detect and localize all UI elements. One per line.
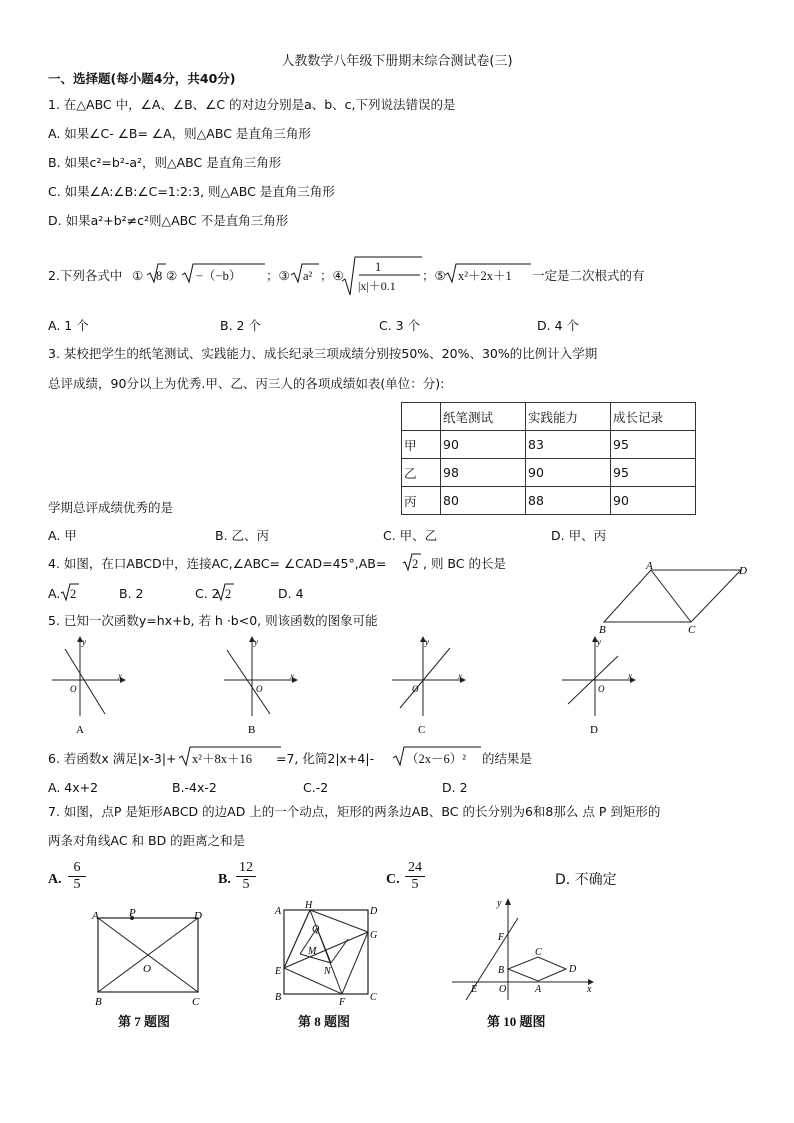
q6-option-d[interactable]: D. 2: [442, 780, 468, 795]
q4-option-a[interactable]: A.: [48, 586, 61, 601]
x-axis-label: x: [628, 671, 632, 681]
table-row: [402, 431, 696, 459]
table-cell: 乙: [402, 459, 441, 487]
q4-option-c-radicand: 2: [225, 587, 232, 601]
q2-item-4-marker: ；④: [320, 268, 344, 283]
vertex-label-b: B: [599, 624, 606, 636]
q1-option-d[interactable]: D. 如果a²+b²≠c²则△ABC 不是直角三角形: [48, 213, 289, 228]
vertex-label-d: D: [194, 910, 202, 922]
q2-radicand-4-numerator: 1: [375, 260, 382, 274]
q4-stem: 4. 如图，在口ABCD中，连接AC,∠ABC= ∠CAD=45°,AB=: [48, 556, 387, 571]
q3-stem-line2: 总评成绩，90分以上为优秀.甲、乙、丙三人的各项成绩如表(单位：分):: [48, 376, 445, 391]
table-header-row: [402, 403, 696, 431]
table-cell: 90: [611, 487, 696, 515]
q7-option-c-fraction[interactable]: [405, 860, 425, 893]
q5-graph-d: [560, 636, 635, 736]
vertex-label-h: H: [305, 900, 313, 911]
y-axis-label: y: [82, 637, 86, 647]
x-axis-label: x: [290, 671, 294, 681]
vertex-label-f: F: [339, 997, 346, 1008]
origin-label: O: [256, 684, 263, 694]
q5-graph-a: [50, 636, 125, 736]
q1-stem: 1. 在△ABC 中，∠A、∠B、∠C 的对边分别是a、b、c,下列说法错误的是: [48, 97, 456, 112]
x-axis-label: x: [587, 984, 592, 995]
vertex-label-p: P: [129, 907, 136, 919]
fraction-denominator: 5: [236, 876, 256, 893]
x-axis-label: x: [458, 671, 462, 681]
fig10-caption: 第 10 题图: [487, 1014, 546, 1029]
q2-option-c[interactable]: C. 3 个: [379, 318, 421, 333]
q5-stem: 5. 已知一次函数y=hx+b, 若 h ·b<0, 则该函数的图象可能: [48, 613, 378, 628]
q2-option-b[interactable]: B. 2 个: [220, 318, 261, 333]
point-label-f: F: [498, 932, 505, 943]
vertex-label-g: G: [370, 930, 378, 941]
table-cell: 丙: [402, 487, 441, 515]
q7-option-a-label[interactable]: A.: [48, 872, 62, 887]
point-label-c: C: [535, 947, 542, 958]
origin-label: O: [499, 984, 507, 995]
q2-item-1-marker: ①: [132, 268, 144, 283]
q3-option-d[interactable]: D. 甲、丙: [551, 528, 607, 543]
table-row: [402, 487, 696, 515]
point-label-b: B: [498, 965, 505, 976]
scores-table: [401, 402, 696, 515]
q4-stem-end: , 则 BC 的长是: [423, 556, 506, 571]
y-axis-label: y: [497, 898, 502, 909]
q3-option-a[interactable]: A. 甲: [48, 528, 77, 543]
table-cell: 90: [526, 459, 611, 487]
vertex-label-n: N: [324, 966, 331, 977]
q2-radicand-3: a²: [303, 269, 313, 283]
q6-option-a[interactable]: A. 4x+2: [48, 780, 99, 795]
q6-stem-part1: 6. 若函数x 满足|x-3|+: [48, 751, 177, 766]
x-axis-label: x: [118, 671, 122, 681]
q6-radicand-2: （2x－6）²: [406, 752, 466, 766]
q6-radicand-1: x²＋8x＋16: [192, 752, 252, 766]
table-header-cell: 实践能力: [526, 403, 611, 431]
table-cell: 甲: [402, 431, 441, 459]
vertex-label-c: C: [370, 992, 377, 1003]
q4-option-c[interactable]: C. 2: [195, 586, 220, 601]
point-label-d: D: [569, 964, 577, 975]
fraction-numerator: 12: [239, 860, 253, 875]
fig8-caption: 第 8 题图: [298, 1014, 351, 1029]
q2-radicand-5: x²＋2x＋1: [458, 269, 512, 283]
y-axis-label: y: [597, 637, 601, 647]
q6-option-b[interactable]: B.-4x-2: [172, 780, 217, 795]
vertex-label-m: M: [308, 946, 317, 957]
table-cell: 95: [611, 459, 696, 487]
vertex-label-b: B: [95, 996, 102, 1008]
q7-option-b-fraction[interactable]: [236, 860, 256, 893]
vertex-label-d: D: [739, 565, 747, 577]
q5-graph-c: [390, 636, 465, 736]
graph-option-label: B: [248, 724, 256, 736]
fig10-coordinate-figure: [448, 896, 598, 1006]
q6-stem-part2: =7, 化简2|x+4|-: [276, 751, 375, 766]
q1-option-c[interactable]: C. 如果∠A:∠B:∠C=1:2:3, 则△ABC 是直角三角形: [48, 184, 335, 199]
q6-option-c[interactable]: C.-2: [303, 780, 329, 795]
q2-radicand-1: 8: [156, 269, 163, 283]
fraction-denominator: 5: [405, 876, 425, 893]
q4-radicand: 2: [412, 557, 419, 571]
page-title: 人教数学八年级下册期末综合测试卷(三): [281, 54, 513, 69]
q2-item-5-marker: ；⑤: [422, 268, 446, 283]
q2-suffix: 一定是二次根式的有: [532, 268, 645, 283]
q4-parallelogram-figure: [596, 560, 756, 640]
q3-stem-line1: 3. 某校把学生的纸笔测试、实践能力、成长纪录三项成绩分别按50%、20%、30%的比例计入学期: [48, 346, 598, 361]
vertex-label-d: D: [370, 906, 378, 917]
q6-stem-part3: 的结果是: [482, 751, 533, 766]
vertex-label-a: A: [275, 906, 282, 917]
q4-option-b[interactable]: B. 2: [119, 586, 144, 601]
fraction-denominator: 5: [68, 876, 86, 893]
q3-option-b[interactable]: B. 乙、丙: [215, 528, 270, 543]
table-header-cell: 成长记录: [611, 403, 696, 431]
q7-option-d[interactable]: D. 不确定: [555, 872, 617, 888]
q7-stem-line1: 7. 如图，点P 是矩形ABCD 的边AD 上的一个动点，矩形的两条边AB、BC 的长分别为6和8那么 点 P 到矩形的: [48, 804, 661, 819]
vertex-label-c: C: [192, 996, 200, 1008]
table-cell: 80: [441, 487, 526, 515]
vertex-label-e: E: [275, 966, 282, 977]
q1-option-a[interactable]: A. 如果∠C- ∠B= ∠A，则△ABC 是直角三角形: [48, 126, 311, 141]
q3-option-c[interactable]: C. 甲、乙: [383, 528, 438, 543]
fraction-numerator: 6: [73, 860, 81, 875]
q2-option-a[interactable]: A. 1 个: [48, 318, 89, 333]
point-label-a: A: [535, 984, 542, 995]
graph-option-label: D: [590, 724, 598, 736]
vertex-label-c: C: [688, 624, 696, 636]
q7-option-b-label[interactable]: B.: [218, 872, 231, 887]
q4-option-d[interactable]: D. 4: [278, 586, 304, 601]
fraction-numerator: 24: [408, 860, 422, 875]
origin-label: O: [412, 684, 419, 694]
table-cell: 95: [611, 431, 696, 459]
fig8-square-figure: [272, 902, 382, 1008]
q5-graph-b: [222, 636, 297, 736]
q2-item-3-marker: ；③: [266, 268, 290, 283]
table-header-cell: 纸笔测试: [441, 403, 526, 431]
vertex-label-a: A: [92, 910, 99, 922]
table-header-cell: [402, 403, 441, 431]
vertex-label-b: B: [275, 992, 282, 1003]
q7-stem-line2: 两条对角线AC 和 BD 的距离之和是: [48, 833, 246, 848]
graph-option-label: A: [76, 724, 84, 736]
q2-item-2-marker: ②: [166, 268, 178, 283]
y-axis-label: y: [254, 637, 258, 647]
q3-stem-line3: 学期总评成绩优秀的是: [48, 500, 174, 515]
vertex-label-o: O: [143, 963, 151, 975]
q2-option-d[interactable]: D. 4 个: [537, 318, 579, 333]
vertex-label-q: Q: [312, 924, 320, 935]
vertex-label-a: A: [646, 560, 653, 572]
q7-option-a-fraction[interactable]: [68, 860, 86, 893]
table-row: [402, 459, 696, 487]
graph-option-label: C: [418, 724, 426, 736]
q2-prefix: 2.下列各式中: [48, 268, 123, 283]
fig7-rectangle-figure: [92, 908, 212, 1008]
table-cell: 83: [526, 431, 611, 459]
table-cell: 88: [526, 487, 611, 515]
q2-radicand-4-denominator: |x|＋0.1: [358, 279, 396, 293]
section-heading: 一、选择题(每小题4分，共40分): [48, 71, 236, 86]
origin-label: O: [70, 684, 77, 694]
table-cell: 98: [441, 459, 526, 487]
fig7-caption: 第 7 题图: [118, 1014, 171, 1029]
q1-option-b[interactable]: B. 如果c²=b²-a²，则△ABC 是直角三角形: [48, 155, 282, 170]
point-label-e: E: [471, 984, 478, 995]
origin-label: O: [598, 684, 605, 694]
q7-option-c-label[interactable]: C.: [386, 872, 400, 887]
y-axis-label: y: [425, 637, 429, 647]
q2-radicand-2: −（−b）: [196, 269, 242, 283]
q4-option-a-radicand: 2: [70, 587, 77, 601]
table-cell: 90: [441, 431, 526, 459]
